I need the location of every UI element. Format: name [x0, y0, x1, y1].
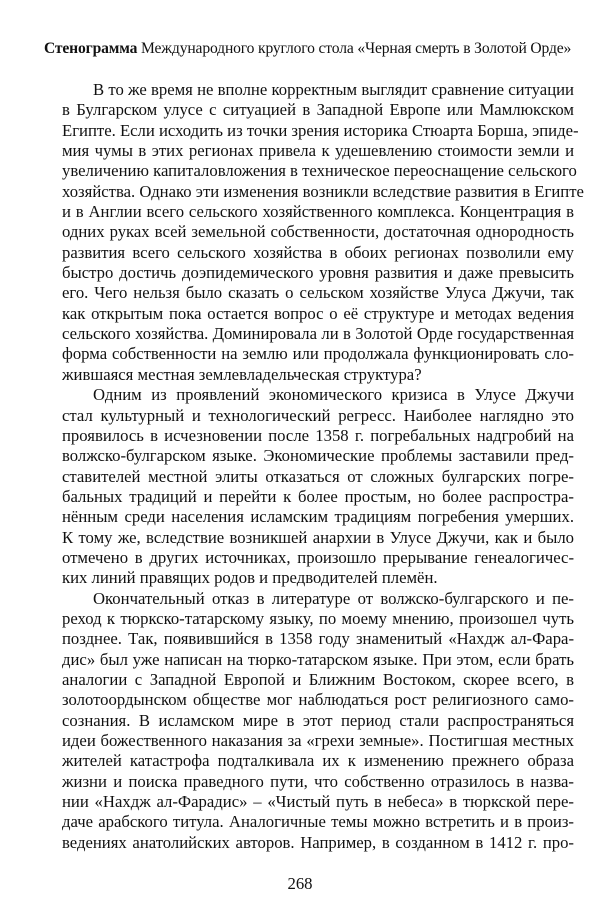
paragraph-1 [62, 80, 584, 385]
text-line: даче арабского титула. Аналогичные темы можно встретить и в произ- [62, 812, 574, 832]
text-line: Окончательный отказ в литературе от волжско-булгарского и пе- [93, 588, 574, 608]
text-line: позднее. Так, появившийся в 1358 году знаменитый «Нахдж ал-Фара- [62, 629, 574, 649]
text-line: быстро достичь доэпидемического уровня развития и даже превысить [62, 263, 574, 283]
text-line: нённым среди населения исламским традициям погребения умерших. [62, 507, 574, 527]
text-line: сельского хозяйства. Доминировала ли в Золотой Орде государственная [62, 324, 574, 344]
text-line: К тому же, вследствие возникшей анархии в Улусе Джучи, как и было [62, 527, 574, 547]
text-line: жизни и поиска праведного пути, что собственно отразилось в назва- [62, 771, 574, 791]
text-line: жившаяся местная землевладельческая структура? [62, 364, 422, 384]
text-line: мия чумы в этих регионах привела к удешевлению стоимости земли и [62, 141, 574, 161]
text-line: идеи божественного наказания за «грехи земные». Постигшая местных [62, 731, 574, 750]
text-line: сознания. В исламском мире в этот период стали распространяться [62, 710, 574, 730]
text-line: золотоордынском обществе мог наблюдаться рост религиозного само- [62, 690, 574, 710]
running-head-title: Международного круглого стола «Черная смерть в Золотой Орде» [137, 40, 572, 57]
text-line: одних руках всей земельной собственности, достаточная однородность [62, 222, 574, 242]
text-line: дис» был уже написан на тюрко-татарском языке. При этом, если брать [62, 649, 574, 669]
text-line: развития всего сельского хозяйства в обоих регионах позволили ему [62, 242, 574, 262]
text-line: как открытым пока остается вопрос о её структуре и методах ведения [62, 303, 574, 323]
text-line: волжско-булгарском языке. Экономические проблемы заставили пред- [62, 446, 574, 466]
running-head-label: Стенограмма [44, 40, 138, 57]
text-line: стал культурный и технологический регресс. Наиболее наглядно это [62, 405, 574, 425]
text-line: ставителей местной элиты отказаться от сложных булгарских погре- [62, 466, 574, 486]
text-line: отмечено в других источниках, произошло прерывание генеалогичес- [62, 547, 574, 567]
text-line: в Булгарском улусе с ситуацией в Западной Европе или Мамлюкском [62, 100, 574, 120]
paragraph-3 [62, 589, 574, 853]
text-line: нии «Нахдж ал-Фарадис» – «Чистый путь в небеса» в тюркской пере- [62, 792, 574, 812]
text-line: его. Чего нельзя было сказать о сельском хозяйстве Улуса Джучи, так [62, 283, 574, 303]
body-text [62, 80, 584, 853]
text-line: аналогии с Западной Европой и Ближним Востоком, скорее всего, в [62, 669, 574, 689]
text-line: бальных традиций и перейти к более простым, но более распростра- [62, 486, 574, 506]
text-line: и в Англии всего сельского хозяйственного комплекса. Концентрация в [62, 202, 574, 222]
text-line: ведениях анатолийских авторов. Например, в созданном в 1412 г. про- [62, 832, 574, 852]
text-line: ких линий правящих родов и предводителей племён. [62, 568, 438, 588]
text-line: реход к тюркско-татарскому языку, по моему мнению, произошел чуть [62, 608, 574, 628]
text-line: увеличению капиталовложения в техническое переоснащение сельского [62, 161, 577, 181]
text-line: жителей катастрофа подталкивала их к изменению прежнего образа [62, 751, 574, 771]
page-number: 268 [287, 874, 313, 893]
text-line: В то же время не вполне корректным выглядит сравнение ситуации [93, 80, 574, 99]
running-head [44, 39, 574, 59]
text-line: Одним из проявлений экономического кризиса в Улусе Джучи [93, 385, 574, 405]
text-line: Египте. Если исходить из точки зрения историка Стюарта Борша, эпиде- [62, 120, 579, 140]
text-line: проявилось в исчезновении после 1358 г. погребальных надгробий на [62, 425, 574, 445]
text-line: форма собственности на землю или продолжала функционировать сло- [62, 344, 574, 364]
paragraph-2 [62, 385, 574, 588]
text-line: хозяйства. Однако эти изменения возникли вследствие развития в Египте [62, 181, 584, 201]
